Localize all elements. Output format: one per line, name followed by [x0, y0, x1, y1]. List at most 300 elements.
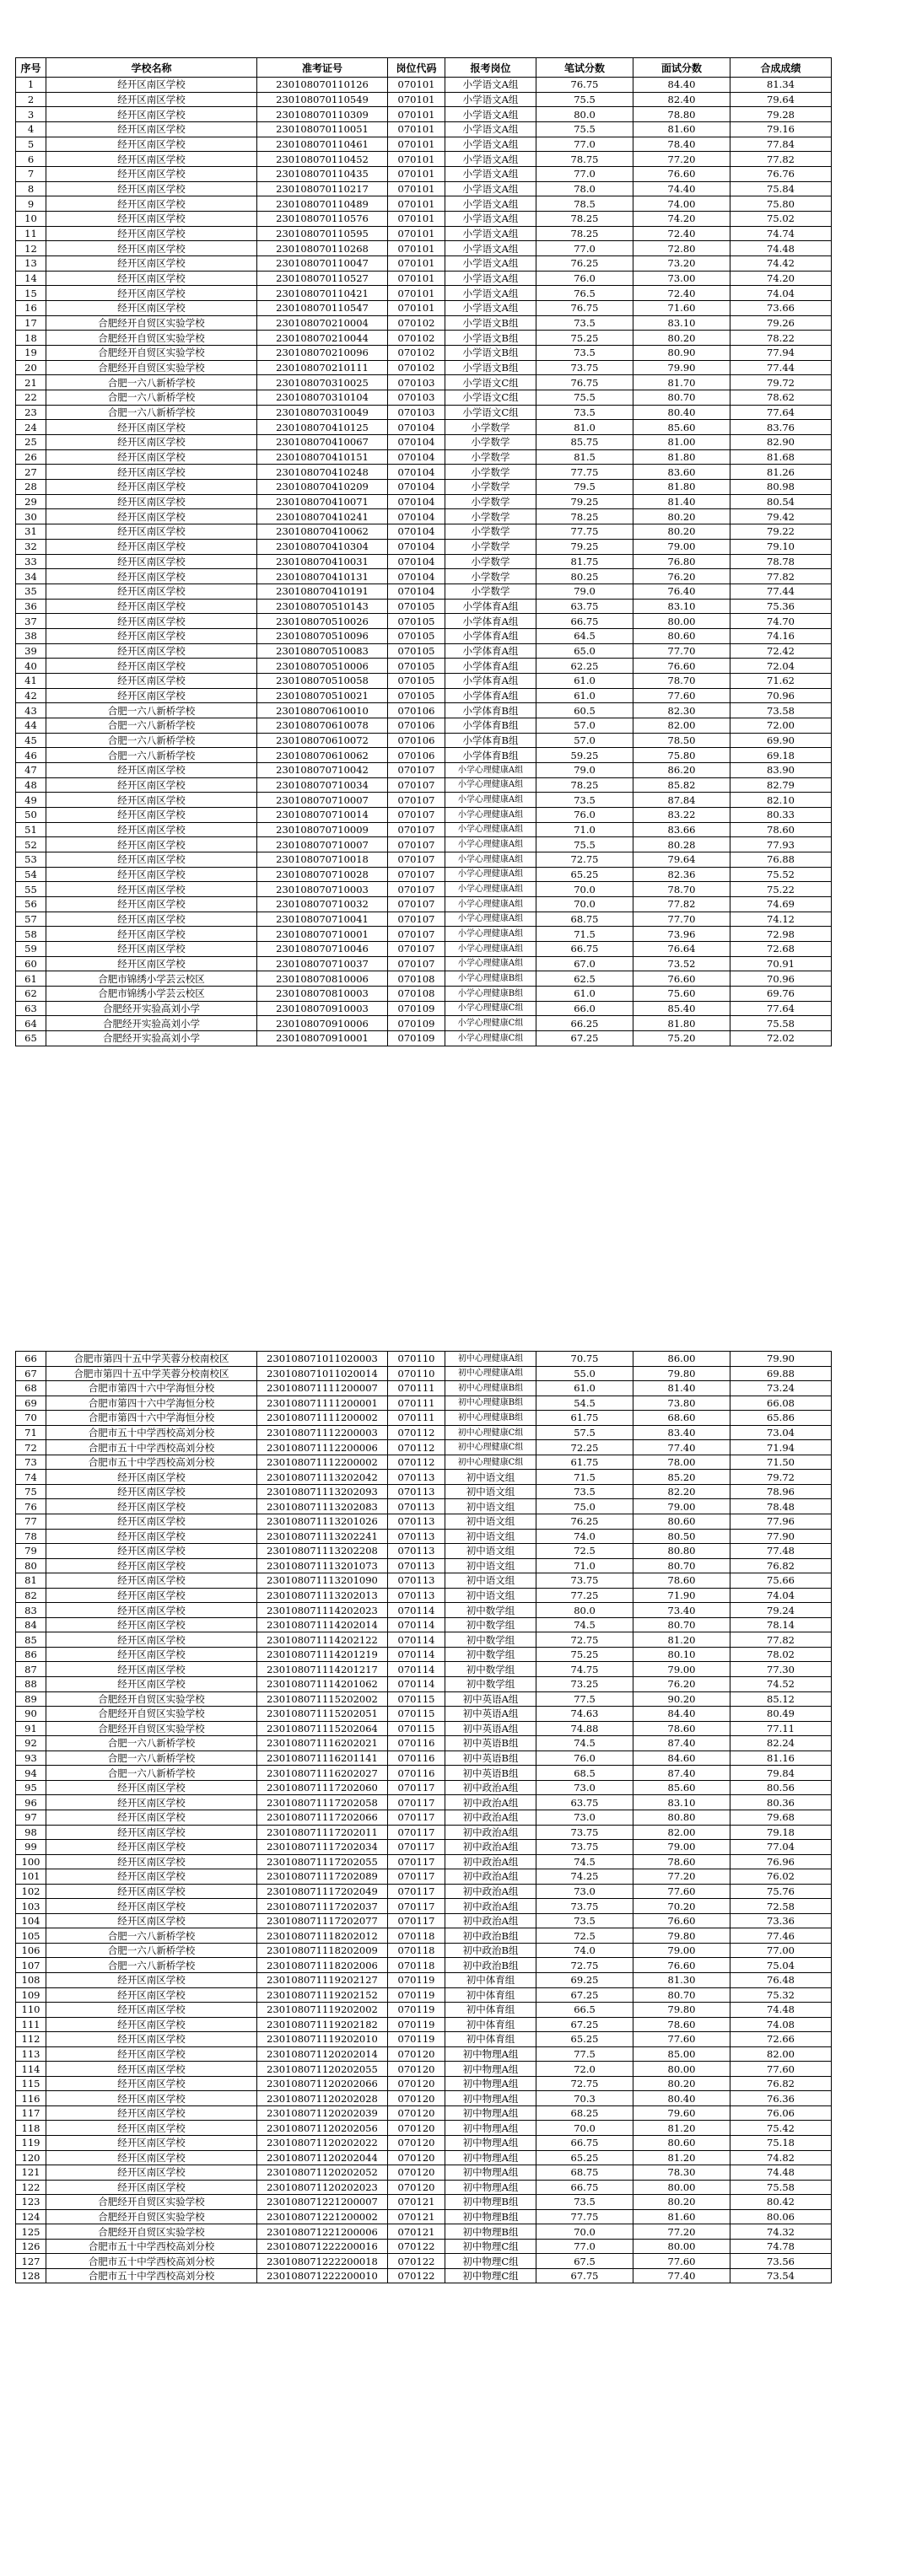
cell-code: 070107 — [388, 822, 445, 837]
cell-interview: 76.60 — [633, 167, 730, 182]
table-row — [16, 524, 832, 540]
cell-total: 75.42 — [730, 2121, 832, 2136]
cell-ticket: 230108071120202056 — [257, 2121, 388, 2136]
cell-code: 070101 — [388, 241, 445, 256]
cell-seq: 13 — [16, 256, 46, 272]
cell-code: 070113 — [388, 1514, 445, 1530]
cell-seq: 39 — [16, 643, 46, 659]
cell-school: 经开区南区学校 — [46, 852, 257, 867]
cell-interview: 80.60 — [633, 2135, 730, 2150]
table-row — [16, 226, 832, 241]
cell-ticket: 230108071118202012 — [257, 1928, 388, 1944]
cell-total: 78.96 — [730, 1484, 832, 1499]
cell-interview: 81.20 — [633, 1632, 730, 1648]
cell-post: 小学语文A组 — [445, 181, 536, 196]
cell-post: 小学体育A组 — [445, 628, 536, 643]
cell-ticket: 230108071117202060 — [257, 1780, 388, 1795]
cell-interview: 80.60 — [633, 1514, 730, 1530]
table-row — [16, 2105, 832, 2121]
cell-ticket: 230108071120202039 — [257, 2105, 388, 2121]
cell-ticket: 230108070210044 — [257, 331, 388, 346]
cell-post: 初中心理健康C组 — [445, 1425, 536, 1440]
cell-interview: 76.60 — [633, 971, 730, 987]
cell-interview: 75.60 — [633, 986, 730, 1001]
cell-total: 74.74 — [730, 226, 832, 241]
cell-total: 77.44 — [730, 583, 832, 599]
cell-seq: 48 — [16, 777, 46, 793]
cell-total: 77.00 — [730, 1943, 832, 1958]
cell-ticket: 230108071222200018 — [257, 2254, 388, 2269]
cell-written: 73.0 — [536, 1884, 633, 1899]
cell-school: 经开区南区学校 — [46, 1825, 257, 1840]
cell-ticket: 230108071114202014 — [257, 1617, 388, 1632]
cell-school: 合肥经开自贸区实验学校 — [46, 2195, 257, 2210]
cell-interview: 73.52 — [633, 956, 730, 971]
cell-written: 78.5 — [536, 196, 633, 212]
cell-total: 79.22 — [730, 524, 832, 540]
cell-ticket: 230108070510026 — [257, 614, 388, 629]
cell-total: 76.48 — [730, 1972, 832, 1987]
table-row — [16, 1529, 832, 1544]
cell-total: 75.52 — [730, 867, 832, 882]
cell-code: 070103 — [388, 405, 445, 420]
cell-school: 合肥一六八新桥学校 — [46, 405, 257, 420]
table-row — [16, 628, 832, 643]
cell-ticket: 230108070110126 — [257, 78, 388, 93]
cell-written: 71.5 — [536, 927, 633, 942]
cell-total: 69.18 — [730, 748, 832, 763]
cell-total: 79.84 — [730, 1766, 832, 1781]
cell-seq: 62 — [16, 986, 46, 1001]
cell-school: 合肥经开实验高刘小学 — [46, 1031, 257, 1046]
cell-written: 76.25 — [536, 1514, 633, 1530]
cell-seq: 32 — [16, 539, 46, 554]
table-row — [16, 2180, 832, 2195]
cell-interview: 78.30 — [633, 2165, 730, 2181]
cell-ticket: 230108071111200002 — [257, 1411, 388, 1426]
cell-seq: 126 — [16, 2239, 46, 2254]
cell-total: 82.10 — [730, 793, 832, 808]
cell-interview: 77.60 — [633, 2032, 730, 2047]
cell-post: 小学数学 — [445, 480, 536, 495]
cell-total: 80.49 — [730, 1707, 832, 1722]
cell-interview: 79.90 — [633, 360, 730, 375]
table-row — [16, 1411, 832, 1426]
cell-ticket: 230108070810003 — [257, 986, 388, 1001]
cell-school: 合肥市五十中学西校高刘分校 — [46, 2239, 257, 2254]
cell-written: 74.75 — [536, 1662, 633, 1677]
cell-total: 73.54 — [730, 2268, 832, 2283]
header-code: 岗位代码 — [388, 58, 445, 78]
table-row — [16, 360, 832, 375]
score-table-page-1 — [15, 57, 832, 1046]
cell-school: 经开区南区学校 — [46, 1899, 257, 1914]
cell-code: 070105 — [388, 628, 445, 643]
cell-written: 73.75 — [536, 360, 633, 375]
cell-total: 77.11 — [730, 1721, 832, 1736]
cell-seq: 118 — [16, 2121, 46, 2136]
cell-ticket: 230108070110576 — [257, 212, 388, 227]
cell-school: 合肥经开实验高刘小学 — [46, 1016, 257, 1031]
cell-code: 070119 — [388, 2017, 445, 2032]
cell-seq: 26 — [16, 449, 46, 465]
cell-school: 合肥一六八新桥学校 — [46, 390, 257, 406]
cell-school: 合肥市第四十六中学海恒分校 — [46, 1411, 257, 1426]
header-interview: 面试分数 — [633, 58, 730, 78]
cell-code: 070116 — [388, 1750, 445, 1766]
cell-ticket: 230108070510143 — [257, 599, 388, 614]
cell-seq: 91 — [16, 1721, 46, 1736]
cell-school: 经开区南区学校 — [46, 882, 257, 897]
cell-school: 经开区南区学校 — [46, 1573, 257, 1589]
cell-interview: 87.40 — [633, 1766, 730, 1781]
cell-school: 经开区南区学校 — [46, 1854, 257, 1869]
cell-post: 初中心理健康B组 — [445, 1411, 536, 1426]
cell-interview: 75.20 — [633, 1031, 730, 1046]
cell-ticket: 230108071120202022 — [257, 2135, 388, 2150]
cell-total: 77.94 — [730, 346, 832, 361]
cell-school: 合肥经开实验高刘小学 — [46, 1001, 257, 1016]
cell-interview: 79.64 — [633, 852, 730, 867]
cell-ticket: 230108071221200002 — [257, 2209, 388, 2224]
cell-written: 72.75 — [536, 2076, 633, 2091]
cell-school: 合肥一六八新桥学校 — [46, 375, 257, 390]
cell-written: 75.25 — [536, 331, 633, 346]
cell-seq: 78 — [16, 1529, 46, 1544]
cell-code: 070111 — [388, 1396, 445, 1411]
cell-interview: 80.00 — [633, 2239, 730, 2254]
cell-post: 初中心理健康A组 — [445, 1366, 536, 1381]
cell-seq: 82 — [16, 1588, 46, 1603]
cell-school: 合肥一六八新桥学校 — [46, 748, 257, 763]
cell-school: 合肥市第四十五中学芙蓉分校南校区 — [46, 1352, 257, 1367]
cell-written: 62.25 — [536, 659, 633, 674]
cell-interview: 81.30 — [633, 1972, 730, 1987]
cell-total: 79.24 — [730, 1603, 832, 1618]
cell-written: 65.25 — [536, 867, 633, 882]
cell-written: 60.5 — [536, 703, 633, 718]
cell-written: 65.0 — [536, 643, 633, 659]
cell-code: 070120 — [388, 2180, 445, 2195]
cell-seq: 66 — [16, 1352, 46, 1367]
cell-code: 070117 — [388, 1884, 445, 1899]
cell-interview: 78.80 — [633, 107, 730, 122]
cell-written: 78.25 — [536, 226, 633, 241]
cell-seq: 45 — [16, 733, 46, 748]
cell-seq: 76 — [16, 1499, 46, 1514]
cell-ticket: 230108071118202009 — [257, 1943, 388, 1958]
cell-written: 61.0 — [536, 688, 633, 703]
cell-total: 75.80 — [730, 196, 832, 212]
table-row — [16, 822, 832, 837]
cell-seq: 65 — [16, 1031, 46, 1046]
cell-total: 73.04 — [730, 1425, 832, 1440]
cell-ticket: 230108071113202013 — [257, 1588, 388, 1603]
cell-post: 小学体育B组 — [445, 703, 536, 718]
cell-code: 070117 — [388, 1854, 445, 1869]
cell-written: 73.5 — [536, 2195, 633, 2210]
cell-interview: 76.20 — [633, 1677, 730, 1692]
cell-written: 70.3 — [536, 2091, 633, 2106]
cell-written: 73.75 — [536, 1825, 633, 1840]
cell-seq: 73 — [16, 1455, 46, 1470]
cell-total: 77.48 — [730, 1544, 832, 1559]
cell-interview: 76.60 — [633, 1958, 730, 1973]
cell-post: 小学体育B组 — [445, 748, 536, 763]
cell-interview: 68.60 — [633, 1411, 730, 1426]
cell-seq: 112 — [16, 2032, 46, 2047]
cell-interview: 83.10 — [633, 599, 730, 614]
cell-school: 经开区南区学校 — [46, 196, 257, 212]
cell-post: 初中物理B组 — [445, 2209, 536, 2224]
cell-seq: 68 — [16, 1381, 46, 1396]
cell-post: 初中英语B组 — [445, 1750, 536, 1766]
cell-written: 68.75 — [536, 2165, 633, 2181]
cell-ticket: 230108070410241 — [257, 509, 388, 524]
table-row — [16, 2254, 832, 2269]
table-row — [16, 2003, 832, 2018]
cell-post: 初中数学组 — [445, 1617, 536, 1632]
table-row — [16, 2076, 832, 2091]
cell-ticket: 230108071111200007 — [257, 1381, 388, 1396]
cell-total: 79.64 — [730, 92, 832, 107]
cell-ticket: 230108071114202122 — [257, 1632, 388, 1648]
cell-total: 77.82 — [730, 1632, 832, 1648]
cell-total: 78.62 — [730, 390, 832, 406]
cell-post: 初中政治A组 — [445, 1854, 536, 1869]
cell-ticket: 230108070710003 — [257, 882, 388, 897]
table-row — [16, 1736, 832, 1751]
cell-total: 75.36 — [730, 599, 832, 614]
cell-ticket: 230108070610062 — [257, 748, 388, 763]
cell-written: 74.5 — [536, 1736, 633, 1751]
cell-total: 66.08 — [730, 1396, 832, 1411]
cell-written: 66.0 — [536, 1001, 633, 1016]
cell-total: 73.66 — [730, 301, 832, 316]
table-row — [16, 2195, 832, 2210]
cell-post: 小学语文C组 — [445, 390, 536, 406]
cell-interview: 81.20 — [633, 2150, 730, 2165]
table-row — [16, 703, 832, 718]
cell-school: 合肥市五十中学西校高刘分校 — [46, 2268, 257, 2283]
cell-interview: 73.00 — [633, 271, 730, 286]
table-row — [16, 1825, 832, 1840]
cell-code: 070102 — [388, 315, 445, 331]
table-row — [16, 196, 832, 212]
cell-total: 75.02 — [730, 212, 832, 227]
cell-school: 合肥经开自贸区实验学校 — [46, 1691, 257, 1707]
cell-school: 经开区南区学校 — [46, 301, 257, 316]
cell-school: 经开区南区学校 — [46, 480, 257, 495]
table-row — [16, 1707, 832, 1722]
cell-ticket: 230108070310104 — [257, 390, 388, 406]
cell-school: 合肥经开自贸区实验学校 — [46, 2209, 257, 2224]
cell-interview: 80.00 — [633, 2180, 730, 2195]
cell-seq: 94 — [16, 1766, 46, 1781]
cell-seq: 85 — [16, 1632, 46, 1648]
cell-written: 66.5 — [536, 2003, 633, 2018]
cell-code: 070113 — [388, 1529, 445, 1544]
cell-ticket: 230108070510083 — [257, 643, 388, 659]
cell-written: 81.75 — [536, 554, 633, 569]
cell-post: 小学体育A组 — [445, 614, 536, 629]
cell-seq: 61 — [16, 971, 46, 987]
cell-seq: 88 — [16, 1677, 46, 1692]
cell-seq: 119 — [16, 2135, 46, 2150]
cell-interview: 85.60 — [633, 420, 730, 435]
cell-post: 初中数学组 — [445, 1603, 536, 1618]
cell-school: 经开区南区学校 — [46, 1558, 257, 1573]
cell-code: 070104 — [388, 420, 445, 435]
cell-seq: 18 — [16, 331, 46, 346]
table-row — [16, 1425, 832, 1440]
cell-code: 070106 — [388, 748, 445, 763]
cell-interview: 76.20 — [633, 569, 730, 584]
cell-ticket: 230108070110421 — [257, 286, 388, 301]
cell-code: 070117 — [388, 1825, 445, 1840]
cell-written: 72.75 — [536, 852, 633, 867]
cell-ticket: 230108071120202023 — [257, 2180, 388, 2195]
table-row — [16, 912, 832, 927]
cell-interview: 76.60 — [633, 659, 730, 674]
cell-post: 初中政治A组 — [445, 1810, 536, 1825]
cell-total: 81.68 — [730, 449, 832, 465]
cell-school: 经开区南区学校 — [46, 2180, 257, 2195]
cell-seq: 14 — [16, 271, 46, 286]
cell-seq: 121 — [16, 2165, 46, 2181]
cell-total: 75.58 — [730, 2180, 832, 2195]
cell-code: 070107 — [388, 762, 445, 777]
cell-code: 070122 — [388, 2268, 445, 2283]
cell-code: 070113 — [388, 1588, 445, 1603]
cell-interview: 80.80 — [633, 1544, 730, 1559]
cell-total: 73.58 — [730, 703, 832, 718]
cell-school: 合肥市第四十六中学海恒分校 — [46, 1396, 257, 1411]
cell-post: 初中体育组 — [445, 2003, 536, 2018]
cell-interview: 79.00 — [633, 539, 730, 554]
cell-seq: 63 — [16, 1001, 46, 1016]
cell-interview: 84.40 — [633, 1707, 730, 1722]
cell-total: 74.42 — [730, 256, 832, 272]
cell-seq: 56 — [16, 896, 46, 912]
cell-interview: 80.28 — [633, 837, 730, 852]
cell-written: 76.75 — [536, 301, 633, 316]
cell-total: 75.84 — [730, 181, 832, 196]
cell-school: 经开区南区学校 — [46, 896, 257, 912]
table-row — [16, 346, 832, 361]
cell-code: 070104 — [388, 583, 445, 599]
table-row — [16, 583, 832, 599]
cell-written: 76.0 — [536, 271, 633, 286]
cell-interview: 77.60 — [633, 688, 730, 703]
cell-interview: 77.70 — [633, 912, 730, 927]
cell-post: 小学心理健康A组 — [445, 837, 536, 852]
cell-post: 小学语文A组 — [445, 107, 536, 122]
cell-code: 070117 — [388, 1869, 445, 1885]
cell-post: 小学语文B组 — [445, 315, 536, 331]
header-post: 报考岗位 — [445, 58, 536, 78]
cell-written: 79.25 — [536, 539, 633, 554]
cell-code: 070113 — [388, 1573, 445, 1589]
cell-post: 小学语文A组 — [445, 196, 536, 212]
cell-ticket: 230108070710007 — [257, 837, 388, 852]
table-row — [16, 569, 832, 584]
cell-written: 73.75 — [536, 1573, 633, 1589]
cell-total: 77.44 — [730, 360, 832, 375]
cell-school: 经开区南区学校 — [46, 643, 257, 659]
cell-total: 71.62 — [730, 673, 832, 688]
cell-ticket: 230108070210004 — [257, 315, 388, 331]
table-row — [16, 435, 832, 450]
cell-code: 070106 — [388, 718, 445, 733]
cell-code: 070113 — [388, 1544, 445, 1559]
cell-school: 经开区南区学校 — [46, 1588, 257, 1603]
cell-post: 小学语文A组 — [445, 167, 536, 182]
cell-code: 070101 — [388, 137, 445, 152]
cell-ticket: 230108071113201073 — [257, 1558, 388, 1573]
cell-code: 070121 — [388, 2195, 445, 2210]
cell-code: 070119 — [388, 1972, 445, 1987]
cell-post: 小学心理健康A组 — [445, 762, 536, 777]
cell-post: 小学数学 — [445, 524, 536, 540]
cell-interview: 78.60 — [633, 1854, 730, 1869]
cell-school: 经开区南区学校 — [46, 449, 257, 465]
cell-total: 78.14 — [730, 1617, 832, 1632]
cell-written: 81.0 — [536, 420, 633, 435]
table-row — [16, 1617, 832, 1632]
cell-total: 74.16 — [730, 628, 832, 643]
cell-code: 070101 — [388, 226, 445, 241]
cell-post: 初中政治B组 — [445, 1943, 536, 1958]
cell-code: 070104 — [388, 480, 445, 495]
cell-written: 77.75 — [536, 2209, 633, 2224]
cell-seq: 105 — [16, 1928, 46, 1944]
cell-code: 070113 — [388, 1499, 445, 1514]
cell-post: 小学数学 — [445, 509, 536, 524]
cell-seq: 124 — [16, 2209, 46, 2224]
cell-ticket: 230108070710046 — [257, 941, 388, 956]
cell-seq: 111 — [16, 2017, 46, 2032]
cell-total: 72.66 — [730, 2032, 832, 2047]
cell-ticket: 230108070210096 — [257, 346, 388, 361]
cell-post: 初中政治A组 — [445, 1795, 536, 1810]
cell-post: 小学心理健康A组 — [445, 867, 536, 882]
cell-ticket: 230108070410151 — [257, 449, 388, 465]
cell-seq: 36 — [16, 599, 46, 614]
cell-written: 72.75 — [536, 1632, 633, 1648]
cell-interview: 78.60 — [633, 2017, 730, 2032]
cell-ticket: 230108071011020003 — [257, 1352, 388, 1367]
cell-school: 经开区南区学校 — [46, 271, 257, 286]
cell-code: 070102 — [388, 331, 445, 346]
cell-school: 合肥经开自贸区实验学校 — [46, 1707, 257, 1722]
cell-ticket: 230108070110547 — [257, 301, 388, 316]
cell-school: 经开区南区学校 — [46, 1470, 257, 1485]
cell-code: 070107 — [388, 852, 445, 867]
cell-seq: 77 — [16, 1514, 46, 1530]
cell-written: 75.5 — [536, 837, 633, 852]
cell-code: 070119 — [388, 2032, 445, 2047]
cell-ticket: 230108071120202055 — [257, 2062, 388, 2077]
cell-total: 75.58 — [730, 1016, 832, 1031]
cell-written: 62.5 — [536, 971, 633, 987]
cell-interview: 90.20 — [633, 1691, 730, 1707]
cell-interview: 83.40 — [633, 1425, 730, 1440]
cell-interview: 81.60 — [633, 122, 730, 137]
cell-school: 经开区南区学校 — [46, 837, 257, 852]
cell-post: 初中心理健康C组 — [445, 1440, 536, 1455]
cell-interview: 77.60 — [633, 2254, 730, 2269]
